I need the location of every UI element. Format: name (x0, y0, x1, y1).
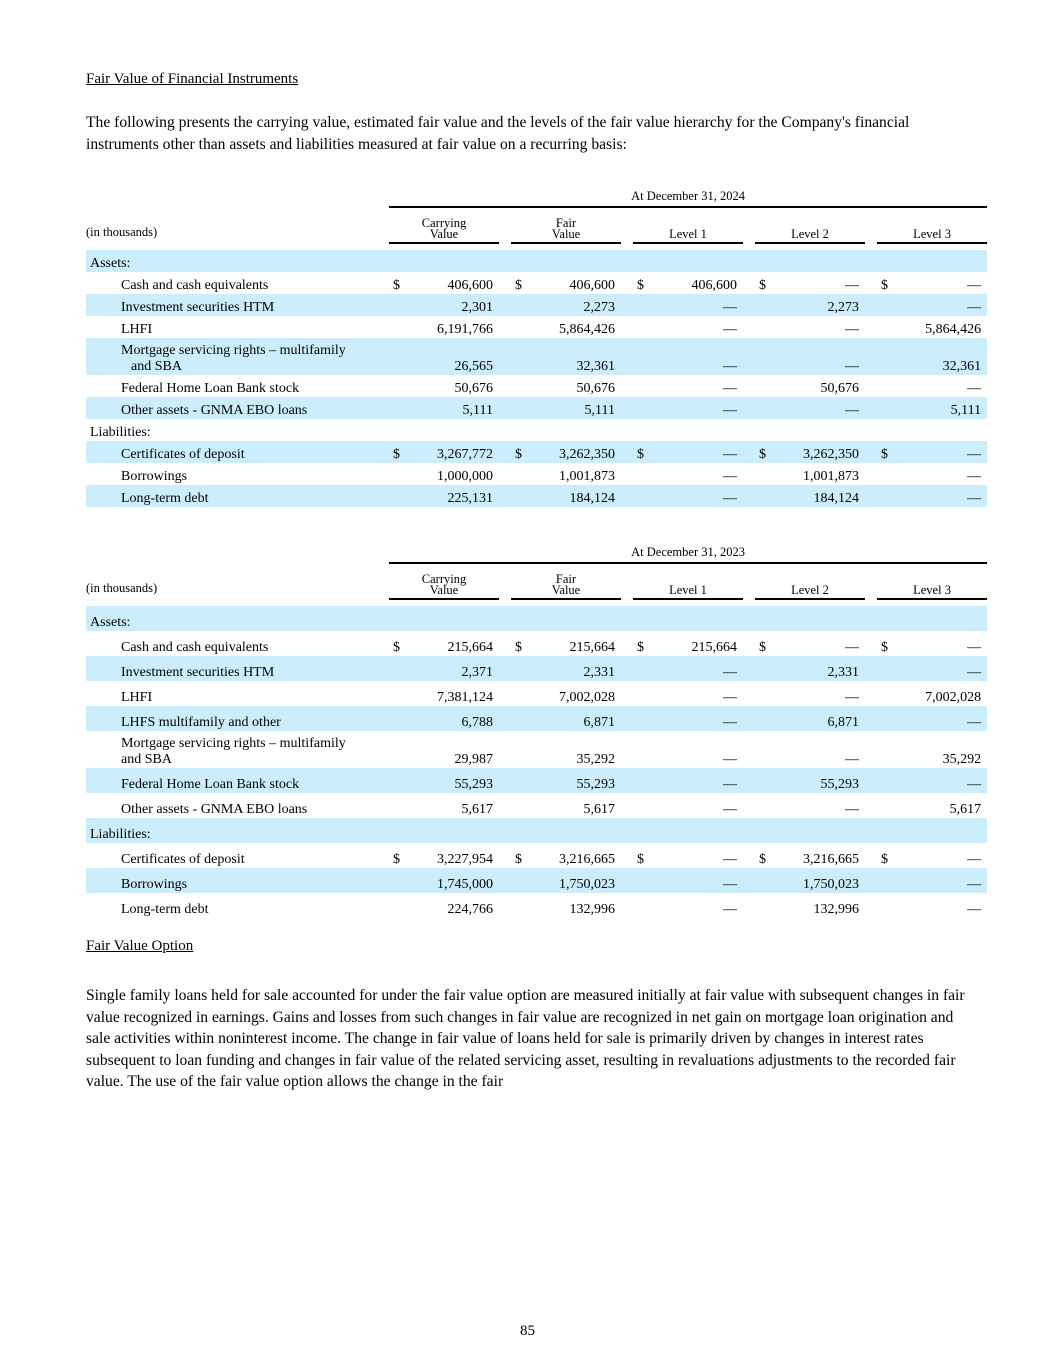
fair-value-option-paragraph: Single family loans held for sale accounted for under the fair value option are measured initially at fair value with subsequent changes in fair value recognized in earnings. Gains and losses from such changes in fair value are recognized in net gain on mortgage loan origination and sale activities within noninterest income. The change in fair value of loans held for sale is primarily driven by changes in interest rates subsequent to loan funding and changes in fair value of the related servicing asset, resulting in revaluations adjustments to the recorded fair value. The use of the fair value option allows the change in the fair (86, 987, 965, 1091)
col-header-level3: Level 3 (877, 563, 987, 599)
table-row: Certificates of deposit $ 3,227,954 $ 3,216,665 $ — $ 3,216,665 $ — (121, 852, 982, 867)
period-header: At December 31, 2024 (389, 185, 987, 207)
page-number: 85 (520, 1323, 535, 1339)
table-row: Cash and cash equivalents $ 406,600 $ 406,600 $ 406,600 $ — $ — (121, 278, 982, 293)
table-row: LHFS multifamily and other 6,788 6,871 — 6,871 — (86, 706, 987, 731)
table-row: Federal Home Loan Bank stock 55,293 55,293 — 55,293 — (86, 768, 987, 793)
table-row: Long-term debt 225,131 184,124 — 184,124 — (86, 485, 987, 507)
intro-paragraph: The following presents the carrying value, estimated fair value and the levels of the fair value hierarchy for the Company's financial instruments other than assets and liabilities measured at fair value on a recurring basis: (86, 114, 910, 153)
col-header-level2: Level 2 (755, 563, 865, 599)
table-row: Investment securities HTM 2,371 2,331 — 2,331 — (86, 656, 987, 681)
table-row: Long-term debt 224,766 132,996 — 132,996 — (121, 902, 982, 917)
table-row: Other assets - GNMA EBO loans 5,111 5,111 — — 5,111 (86, 397, 987, 419)
table-row: Certificates of deposit $ 3,267,772 $ 3,262,350 $ — $ 3,262,350 $ — (86, 441, 987, 463)
col-header-carrying: Carrying Value (389, 207, 499, 243)
col-header-carrying: Carrying Value (389, 563, 499, 599)
table-row: Federal Home Loan Bank stock 50,676 50,676 — 50,676 — (121, 381, 982, 396)
col-header-level1: Level 1 (633, 563, 743, 599)
col-header-fair: Fair Value (511, 207, 621, 243)
section-row-liabilities: Liabilities: (90, 425, 151, 440)
section-heading-fair-value-instruments: Fair Value of Financial Instruments (86, 71, 299, 87)
unit-label: (in thousands) (86, 225, 158, 239)
table-row: LHFI 6,191,766 5,864,426 — — 5,864,426 (121, 322, 982, 337)
table-row: Mortgage servicing rights – multifamily and SBA 29,987 35,292 — — 35,292 (121, 736, 982, 767)
table-row: Mortgage servicing rights – multifamily and SBA 26,565 32,361 — — 32,361 (86, 338, 987, 375)
col-header-fair: Fair Value (511, 563, 621, 599)
col-header-level3: Level 3 (877, 207, 987, 243)
col-header-level2: Level 2 (755, 207, 865, 243)
section-row-assets: Assets: (86, 606, 987, 631)
unit-label: (in thousands) (86, 581, 158, 595)
period-header: At December 31, 2023 (389, 541, 987, 563)
table-row: LHFI 7,381,124 7,002,028 — — 7,002,028 (121, 690, 982, 705)
fair-value-table-2024 (86, 185, 987, 507)
section-heading-fair-value-option: Fair Value Option (86, 938, 194, 954)
section-row-liabilities: Liabilities: (86, 818, 987, 843)
table-row: Borrowings 1,000,000 1,001,873 — 1,001,873 — (121, 469, 982, 484)
table-row: Borrowings 1,745,000 1,750,023 — 1,750,023 — (86, 868, 987, 893)
col-header-level1: Level 1 (633, 207, 743, 243)
table-row: Other assets - GNMA EBO loans 5,617 5,617 — — 5,617 (121, 802, 982, 817)
table-row: Investment securities HTM 2,301 2,273 — 2,273 — (86, 294, 987, 316)
section-row-assets: Assets: (86, 250, 987, 272)
table-row: Cash and cash equivalents $ 215,664 $ 215,664 $ 215,664 $ — $ — (121, 640, 982, 655)
fair-value-table-2023 (86, 541, 987, 918)
